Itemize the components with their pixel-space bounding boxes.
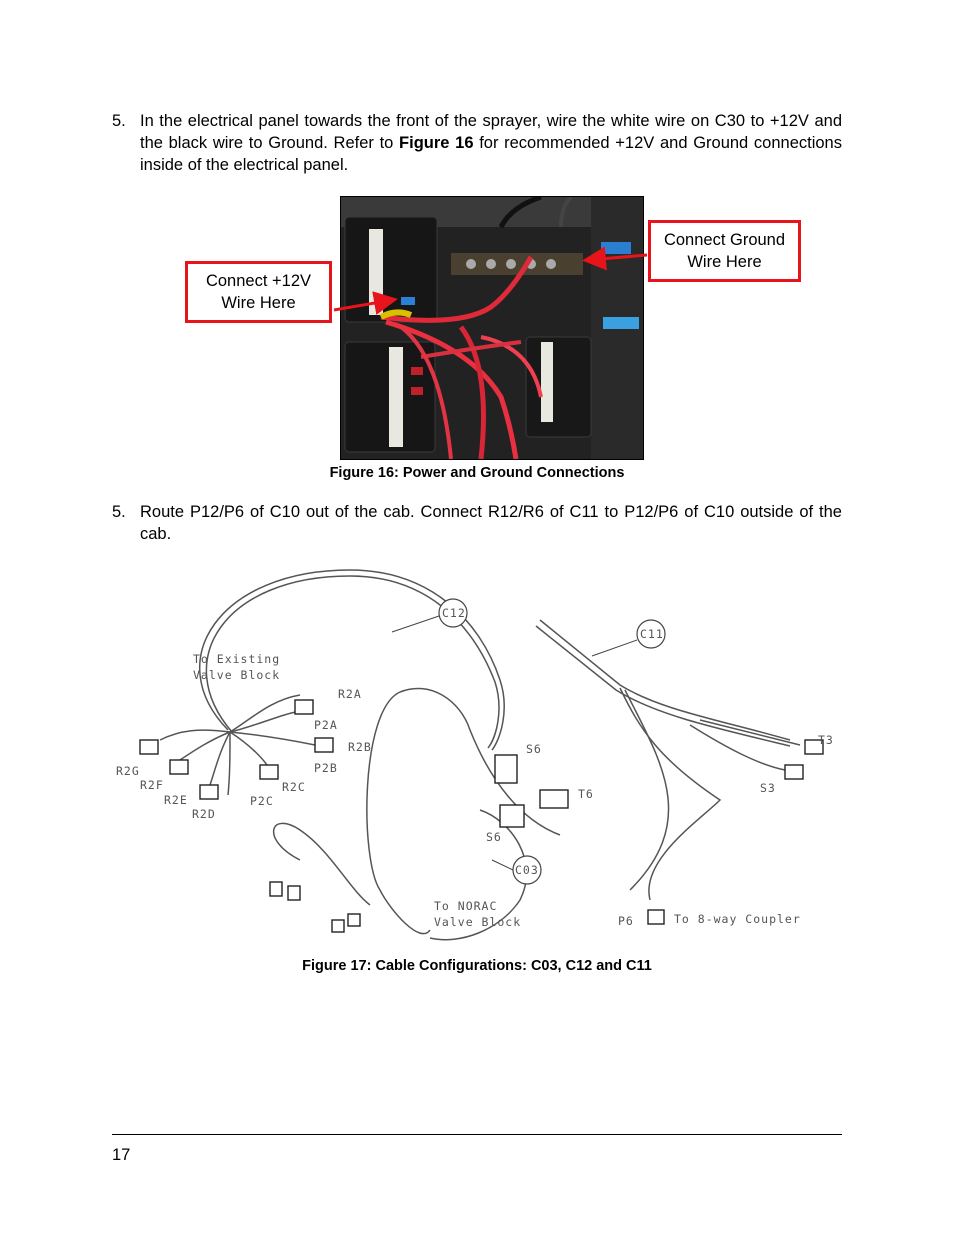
step-number: 5.: [112, 112, 126, 130]
connector-c03-d: [348, 914, 360, 926]
connector-c03-c: [332, 920, 344, 932]
label-c11: C11: [640, 627, 664, 641]
connector-r2c: [260, 765, 278, 779]
label-r2b: R2B: [348, 740, 372, 754]
label-r2g: R2G: [116, 764, 140, 778]
label-existing-line1: To Existing: [193, 652, 281, 666]
label-c12: C12: [442, 606, 466, 620]
connector-t6: [540, 790, 568, 808]
connector-r2f: [170, 760, 188, 774]
callout-connect-12v: Connect +12V Wire Here: [185, 261, 332, 323]
connector-s6-top: [495, 755, 517, 783]
connector-r2b: [315, 738, 333, 752]
step-power-ground: [112, 110, 842, 176]
connector-r2a: [295, 700, 313, 714]
label-r2a: R2A: [338, 687, 362, 701]
label-t3: T3: [818, 733, 834, 747]
label-s6-top: S6: [526, 742, 542, 756]
figure-16-reference[interactable]: Figure 16: [399, 134, 474, 152]
label-s3: S3: [760, 781, 776, 795]
label-coupler: To 8-way Coupler: [674, 912, 801, 926]
label-norac-line2: Valve Block: [434, 915, 522, 929]
label-t6: T6: [578, 787, 594, 801]
connector-r2g: [140, 740, 158, 754]
step-number: 5.: [112, 503, 126, 521]
figure-17-caption: Figure 17: Cable Configurations: C03, C12 and C11: [302, 958, 652, 974]
connector-r2d: [200, 785, 218, 799]
cable-configuration-diagram: [100, 560, 860, 955]
connector-c03-a: [270, 882, 282, 896]
label-p6: P6: [618, 914, 634, 928]
electrical-panel-photo: [340, 196, 644, 460]
label-norac-line1: To NORAC: [434, 899, 498, 913]
step-text: Route P12/P6 of C10 out of the cab. Connect R12/R6 of C11 to P12/P6 of C10 outside of the cab.: [140, 503, 842, 543]
label-r2f: R2F: [140, 778, 164, 792]
connector-s6-bottom: [500, 805, 524, 827]
label-r2e: R2E: [164, 793, 188, 807]
label-c03: C03: [515, 863, 539, 877]
connector-c03-b: [288, 886, 300, 900]
label-r2c: R2C: [282, 780, 306, 794]
callout-connect-ground: Connect Ground Wire Here: [648, 220, 801, 282]
step-text: In the electrical panel towards the front of the sprayer, wire the white wire on C30 to +12V and the black wire to Ground. Refer to Figure 16 for recommended +12V and Ground connections inside of the electrical panel.: [140, 112, 842, 174]
connector-p6: [648, 910, 664, 924]
label-existing-line2: Valve Block: [193, 668, 281, 682]
label-p2b: P2B: [314, 761, 338, 775]
footer-divider: [112, 1134, 842, 1135]
label-p2c: P2C: [250, 794, 274, 808]
label-r2d: R2D: [192, 807, 216, 821]
figure-16-caption: Figure 16: Power and Ground Connections: [329, 465, 625, 481]
label-p2a: P2A: [314, 718, 338, 732]
step-route-cable: [112, 501, 842, 545]
label-s6-bottom: S6: [486, 830, 502, 844]
connector-s3: [785, 765, 803, 779]
page-number: 17: [112, 1146, 131, 1164]
